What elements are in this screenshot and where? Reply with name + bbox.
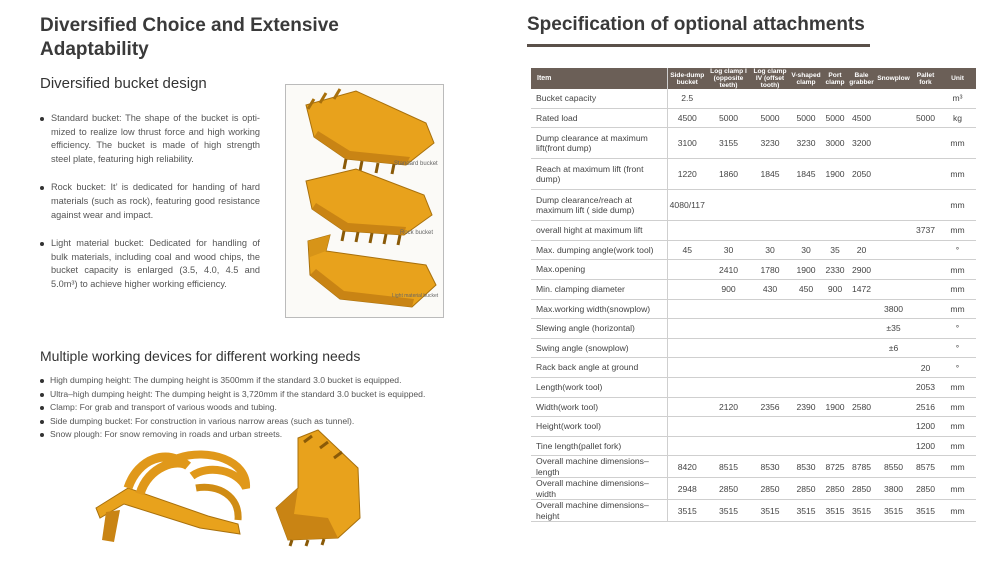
row-label: Rated load	[531, 108, 667, 128]
title-rule	[527, 44, 870, 47]
table-cell: 1845	[790, 159, 822, 190]
table-cell: 3100	[667, 128, 707, 159]
table-cell: 450	[790, 279, 822, 299]
row-label: Slewing angle (horizontal)	[531, 319, 667, 339]
table-row	[531, 397, 976, 417]
unit-cell: mm	[939, 128, 976, 159]
table-cell: 8515	[707, 456, 750, 478]
table-cell	[750, 377, 790, 397]
table-cell: ±35	[875, 319, 912, 339]
table-cell	[707, 417, 750, 437]
table-cell	[750, 190, 790, 221]
row-label: Swing angle (snowplow)	[531, 338, 667, 358]
table-cell	[875, 260, 912, 280]
column-header: Log clamp I (opposite teeth)	[707, 68, 750, 89]
table-cell: 3800	[875, 478, 912, 500]
list-item: Ultra–high dumping height: The dumping height is 3,720mm if the standard 3.0 bucket is equipped.	[40, 388, 425, 402]
bucket-list	[40, 112, 260, 307]
table-cell	[667, 377, 707, 397]
table-cell	[707, 377, 750, 397]
table-cell	[667, 221, 707, 241]
table-cell: 4500	[667, 108, 707, 128]
table-cell: 3515	[875, 500, 912, 522]
table-cell	[875, 377, 912, 397]
table-cell	[750, 89, 790, 108]
table-cell: 900	[822, 279, 848, 299]
table-row	[531, 108, 976, 128]
table-row	[531, 299, 976, 319]
table-row	[531, 377, 976, 397]
list-item: Standard bucket: The shape of the bucket is opti-mized to realize low thrust force and high working efficiency. The bucket is made of high strength steel plate, featuring high reliability.	[40, 112, 260, 166]
unit-cell: mm	[939, 500, 976, 522]
table-cell: 1780	[750, 260, 790, 280]
table-cell: 5000	[750, 108, 790, 128]
table-cell: 3230	[790, 128, 822, 159]
table-cell	[822, 89, 848, 108]
table-cell: 2850	[707, 478, 750, 500]
column-header: Unit	[939, 68, 976, 89]
table-cell	[822, 417, 848, 437]
column-header: Port clamp	[822, 68, 848, 89]
table-cell: 3737	[912, 221, 939, 241]
table-cell	[707, 190, 750, 221]
column-header: Item	[531, 68, 667, 89]
list-item: High dumping height: The dumping height is 3500mm if the standard 3.0 bucket is equipped.	[40, 374, 425, 388]
table-cell: 2516	[912, 397, 939, 417]
table-cell: 3230	[750, 128, 790, 159]
unit-cell: mm	[939, 190, 976, 221]
table-cell	[750, 338, 790, 358]
table-cell: 8575	[912, 456, 939, 478]
column-header: Side-dump bucket	[667, 68, 707, 89]
table-row	[531, 89, 976, 108]
table-cell: 3800	[875, 299, 912, 319]
row-label: Height(work tool)	[531, 417, 667, 437]
table-cell	[667, 260, 707, 280]
table-cell	[790, 436, 822, 456]
table-cell	[822, 358, 848, 378]
table-cell	[750, 221, 790, 241]
table-cell	[875, 397, 912, 417]
column-header: Snowplow	[875, 68, 912, 89]
table-cell	[790, 190, 822, 221]
table-cell: 45	[667, 240, 707, 260]
table-cell: 1845	[750, 159, 790, 190]
table-cell: 3000	[822, 128, 848, 159]
table-cell	[667, 397, 707, 417]
unit-cell: mm	[939, 417, 976, 437]
table-cell	[822, 377, 848, 397]
unit-cell: mm	[939, 221, 976, 241]
table-cell	[912, 260, 939, 280]
row-label: Min. clamping diameter	[531, 279, 667, 299]
table-cell	[822, 190, 848, 221]
table-cell: 3155	[707, 128, 750, 159]
table-header-row	[531, 68, 976, 89]
row-label: Dump clearance/reach at maximum lift ( side dump)	[531, 190, 667, 221]
caption-rock: Rock bucket	[400, 230, 434, 236]
table-cell	[790, 89, 822, 108]
table-cell: 3515	[912, 500, 939, 522]
table-cell	[875, 358, 912, 378]
table-cell: 35	[822, 240, 848, 260]
table-cell	[667, 417, 707, 437]
table-cell: 900	[707, 279, 750, 299]
unit-cell: mm	[939, 397, 976, 417]
table-cell	[707, 436, 750, 456]
table-cell	[875, 279, 912, 299]
row-label: Overall machine dimensions–width	[531, 478, 667, 500]
table-cell	[707, 338, 750, 358]
row-label: Max.opening	[531, 260, 667, 280]
table-cell	[912, 89, 939, 108]
list-item: Snow plough: For snow removing in roads and urban streets.	[40, 428, 425, 442]
table-cell: 1220	[667, 159, 707, 190]
table-cell	[875, 159, 912, 190]
row-label: Max. dumping angle(work tool)	[531, 240, 667, 260]
table-row	[531, 260, 976, 280]
table-cell	[750, 299, 790, 319]
table-row	[531, 338, 976, 358]
table-cell: 2356	[750, 397, 790, 417]
bucket-image-panel	[285, 84, 444, 318]
table-cell	[912, 299, 939, 319]
buckets-illustration	[286, 85, 443, 317]
table-cell	[707, 299, 750, 319]
table-cell	[912, 240, 939, 260]
table-cell: 2580	[848, 397, 875, 417]
row-label: overall hight at maximum lift	[531, 221, 667, 241]
unit-cell: mm	[939, 159, 976, 190]
table-row	[531, 319, 976, 339]
table-cell: 1900	[790, 260, 822, 280]
table-row	[531, 159, 976, 190]
table-cell	[875, 436, 912, 456]
table-cell	[707, 221, 750, 241]
unit-cell: mm	[939, 456, 976, 478]
table-cell: 1900	[822, 397, 848, 417]
table-cell	[848, 436, 875, 456]
table-cell: 5000	[707, 108, 750, 128]
table-cell: 3515	[667, 500, 707, 522]
table-cell	[912, 128, 939, 159]
table-cell: 1860	[707, 159, 750, 190]
table-row	[531, 190, 976, 221]
table-cell: 1200	[912, 417, 939, 437]
table-cell: 4500	[848, 108, 875, 128]
table-cell	[875, 108, 912, 128]
table-cell	[822, 338, 848, 358]
table-cell	[707, 319, 750, 339]
table-cell	[667, 358, 707, 378]
row-label: Max.working width(snowplow)	[531, 299, 667, 319]
list-item: Light material bucket: Dedicated for handling of bulk materials, including coal and wood chips, the bucket capacity is enlarged (3.5, 4.0, 4.5 and 5.0m³) to achieve higher working efficiency.	[40, 237, 260, 291]
table-cell: 2850	[822, 478, 848, 500]
table-cell: 3515	[790, 500, 822, 522]
table-cell	[848, 89, 875, 108]
unit-cell: mm	[939, 478, 976, 500]
unit-cell: mm	[939, 299, 976, 319]
spec-table-body	[531, 89, 976, 522]
row-label: Bucket capacity	[531, 89, 667, 108]
table-cell	[912, 319, 939, 339]
table-cell: 2050	[848, 159, 875, 190]
table-cell	[667, 319, 707, 339]
table-cell	[912, 279, 939, 299]
table-row	[531, 128, 976, 159]
table-cell	[875, 190, 912, 221]
unit-cell: °	[939, 338, 976, 358]
table-cell: 2120	[707, 397, 750, 417]
table-cell: 2850	[750, 478, 790, 500]
column-header: V-shaped clamp	[790, 68, 822, 89]
unit-cell: kg	[939, 108, 976, 128]
table-cell	[875, 240, 912, 260]
table-cell	[667, 279, 707, 299]
table-cell: 2948	[667, 478, 707, 500]
table-cell	[750, 417, 790, 437]
table-cell: 5000	[822, 108, 848, 128]
table-cell	[848, 221, 875, 241]
unit-cell: °	[939, 358, 976, 378]
table-cell: 2330	[822, 260, 848, 280]
table-cell: 2390	[790, 397, 822, 417]
table-cell	[912, 338, 939, 358]
table-cell	[848, 299, 875, 319]
table-cell: 8725	[822, 456, 848, 478]
log-clamp-image	[88, 448, 258, 548]
list-item: Clamp: For grab and transport of various woods and tubing.	[40, 401, 425, 415]
table-row	[531, 478, 976, 500]
table-cell	[822, 436, 848, 456]
table-cell	[707, 358, 750, 378]
table-cell	[912, 159, 939, 190]
row-label: Reach at maximum lift (front dump)	[531, 159, 667, 190]
list-item: Rock bucket: It’ is dedicated for handing of hard materials (such as rock), featuring good resistance against wear and impact.	[40, 181, 260, 222]
table-cell: 1200	[912, 436, 939, 456]
table-cell	[707, 89, 750, 108]
table-cell	[848, 358, 875, 378]
table-cell	[848, 319, 875, 339]
row-label: Overall machine dimensions–length	[531, 456, 667, 478]
table-cell: 2850	[848, 478, 875, 500]
unit-cell: °	[939, 319, 976, 339]
table-cell: 2850	[790, 478, 822, 500]
table-cell: 2.5	[667, 89, 707, 108]
table-cell	[822, 221, 848, 241]
table-cell	[875, 89, 912, 108]
table-cell	[790, 319, 822, 339]
page-title: Diversified Choice and Extensive Adaptability	[40, 15, 339, 60]
table-row	[531, 500, 976, 522]
caption-light: Light material bucket	[392, 293, 439, 299]
table-cell	[790, 299, 822, 319]
table-cell: 2053	[912, 377, 939, 397]
table-cell: 8530	[790, 456, 822, 478]
table-cell: 3515	[707, 500, 750, 522]
table-cell: 3515	[848, 500, 875, 522]
table-row	[531, 240, 976, 260]
table-cell	[790, 221, 822, 241]
table-cell	[875, 128, 912, 159]
table-cell	[822, 299, 848, 319]
table-cell	[875, 221, 912, 241]
table-cell	[750, 436, 790, 456]
table-cell: 2410	[707, 260, 750, 280]
table-cell: ±6	[875, 338, 912, 358]
table-cell: 3200	[848, 128, 875, 159]
table-row	[531, 417, 976, 437]
table-cell	[790, 338, 822, 358]
row-label: Tine length(pallet fork)	[531, 436, 667, 456]
table-cell: 1900	[822, 159, 848, 190]
table-cell: 8550	[875, 456, 912, 478]
table-cell: 430	[750, 279, 790, 299]
row-label: Dump clearance at maximum lift(front dump)	[531, 128, 667, 159]
table-cell	[822, 319, 848, 339]
table-row	[531, 436, 976, 456]
table-row	[531, 358, 976, 378]
bucket-heading: Diversified bucket design	[40, 75, 207, 92]
table-cell	[790, 377, 822, 397]
caption-standard: Standard bucket	[394, 161, 438, 167]
column-header: Log clamp IV (offset tooth)	[750, 68, 790, 89]
side-dump-bucket-image	[268, 428, 368, 548]
table-cell: 3515	[750, 500, 790, 522]
table-cell	[875, 417, 912, 437]
table-cell	[667, 338, 707, 358]
unit-cell: mm	[939, 279, 976, 299]
unit-cell: mm	[939, 436, 976, 456]
unit-cell: °	[939, 240, 976, 260]
table-cell	[750, 319, 790, 339]
spec-table	[531, 68, 976, 522]
column-header: Bale grabber	[848, 68, 875, 89]
table-cell: 8420	[667, 456, 707, 478]
table-cell: 4080/117	[667, 190, 707, 221]
row-label: Length(work tool)	[531, 377, 667, 397]
table-cell	[848, 190, 875, 221]
devices-heading: Multiple working devices for different working needs	[40, 348, 361, 364]
unit-cell: mm	[939, 377, 976, 397]
table-row	[531, 456, 976, 478]
table-cell	[750, 358, 790, 378]
table-cell: 30	[750, 240, 790, 260]
table-cell: 3515	[822, 500, 848, 522]
table-cell: 2900	[848, 260, 875, 280]
table-cell	[667, 299, 707, 319]
list-item: Side dumping bucket: For construction in various narrow areas (such as tunnel).	[40, 415, 425, 429]
row-label: Overall machine dimensions–height	[531, 500, 667, 522]
table-cell: 20	[848, 240, 875, 260]
unit-cell: mm	[939, 260, 976, 280]
table-cell	[848, 338, 875, 358]
table-row	[531, 221, 976, 241]
row-label: Rack back angle at ground	[531, 358, 667, 378]
table-cell: 1472	[848, 279, 875, 299]
table-row	[531, 279, 976, 299]
table-cell: 5000	[790, 108, 822, 128]
table-cell	[848, 377, 875, 397]
column-header: Pallet fork	[912, 68, 939, 89]
table-cell: 8785	[848, 456, 875, 478]
spec-title: Specification of optional attachments	[527, 14, 865, 35]
row-label: Width(work tool)	[531, 397, 667, 417]
table-cell: 5000	[912, 108, 939, 128]
table-cell	[790, 358, 822, 378]
table-cell: 2850	[912, 478, 939, 500]
table-cell	[848, 417, 875, 437]
table-cell	[667, 436, 707, 456]
table-cell: 30	[707, 240, 750, 260]
table-cell: 20	[912, 358, 939, 378]
unit-cell: m³	[939, 89, 976, 108]
table-cell	[790, 417, 822, 437]
table-cell: 8530	[750, 456, 790, 478]
table-cell: 30	[790, 240, 822, 260]
table-cell	[912, 190, 939, 221]
